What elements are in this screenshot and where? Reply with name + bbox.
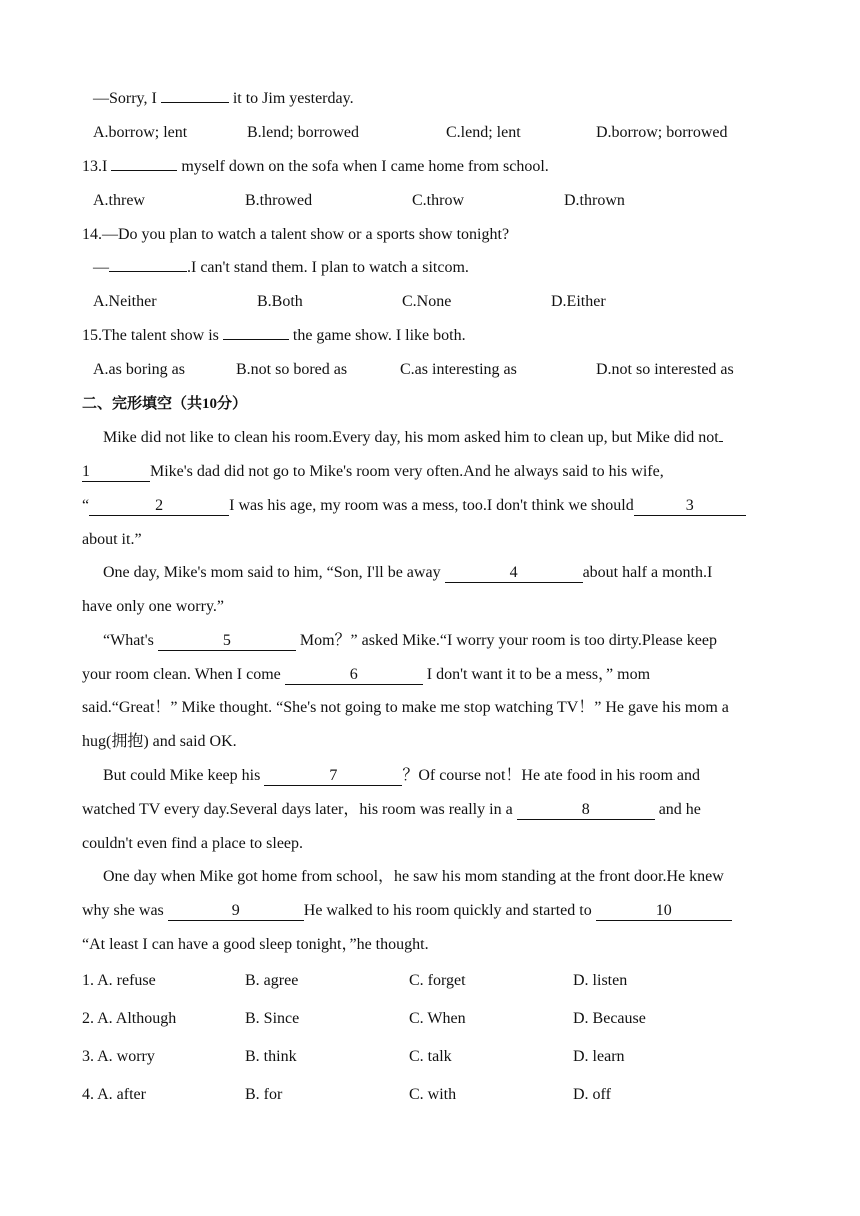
q13-blank[interactable] xyxy=(111,169,177,171)
blank-5[interactable]: 5 xyxy=(158,633,296,651)
q15-blank[interactable] xyxy=(223,338,289,340)
passage-line: have only one worry.” xyxy=(82,598,225,615)
option-3d[interactable]: D. learn xyxy=(573,1048,625,1065)
blank-7[interactable]: 7 xyxy=(264,768,402,786)
option-4b[interactable]: B. for xyxy=(245,1086,283,1103)
passage-line: your room clean. When I come 6 I don't want it to be a mess，” mom xyxy=(82,666,651,683)
q13-option-c[interactable]: C.throw xyxy=(412,192,464,209)
q15-question: 15.The talent show is the game show. I like both. xyxy=(82,327,466,344)
passage-line: said.“Great！” Mike thought. “She's not going to make me stop watching TV！” He gave his mom a xyxy=(82,699,729,716)
passage-line: 1 Mike's dad did not go to Mike's room very often.And he always said to his wife, xyxy=(82,463,664,480)
option-2c[interactable]: C. When xyxy=(409,1010,466,1027)
blank-2[interactable]: 2 xyxy=(89,498,229,516)
q12-option-b[interactable]: B.lend; borrowed xyxy=(247,124,359,141)
blank-10[interactable]: 10 xyxy=(596,903,732,921)
passage-line: couldn't even find a place to sleep. xyxy=(82,835,304,852)
q14-question: 14.—Do you plan to watch a talent show or a sports show tonight? xyxy=(82,226,510,243)
blank-3[interactable]: 3 xyxy=(634,498,746,516)
option-1a[interactable]: 1. A. refuse xyxy=(82,972,156,989)
q13-question: 13.I myself down on the sofa when I came home from school. xyxy=(82,158,549,175)
passage-line: “ 2 I was his age, my room was a mess, too.I don't think we should 3 xyxy=(82,498,746,516)
q12-option-c[interactable]: C.lend; lent xyxy=(446,124,521,141)
blank-1-lead xyxy=(719,440,723,442)
q12-answer-line: —Sorry, I it to Jim yesterday. xyxy=(93,90,354,107)
q14-answer-line: — .I can't stand them. I plan to watch a sitcom. xyxy=(93,259,469,276)
option-3b[interactable]: B. think xyxy=(245,1048,297,1065)
option-3a[interactable]: 3. A. worry xyxy=(82,1048,155,1065)
q15-option-c[interactable]: C.as interesting as xyxy=(400,361,517,378)
option-3c[interactable]: C. talk xyxy=(409,1048,452,1065)
q15-option-d[interactable]: D.not so interested as xyxy=(596,361,734,378)
q15-option-a[interactable]: A.as boring as xyxy=(93,361,185,378)
passage-line: Mike did not like to clean his room.Every day, his mom asked him to clean up, but Mike did not xyxy=(103,430,723,446)
blank-8[interactable]: 8 xyxy=(517,802,655,820)
option-4d[interactable]: D. off xyxy=(573,1086,611,1103)
blank-6[interactable]: 6 xyxy=(285,667,423,685)
q13-option-b[interactable]: B.throwed xyxy=(245,192,313,209)
option-2b[interactable]: B. Since xyxy=(245,1010,300,1027)
option-2a[interactable]: 2. A. Although xyxy=(82,1010,177,1027)
option-2d[interactable]: D. Because xyxy=(573,1010,646,1027)
blank-9[interactable]: 9 xyxy=(168,903,304,921)
q12-option-a[interactable]: A.borrow; lent xyxy=(93,124,188,141)
option-4c[interactable]: C. with xyxy=(409,1086,457,1103)
blank-4[interactable]: 4 xyxy=(445,565,583,583)
q13-option-a[interactable]: A.threw xyxy=(93,192,145,209)
passage-line: “At least I can have a good sleep tonight，”he thought. xyxy=(82,936,429,953)
passage-line: “What's 5 Mom？” asked Mike.“I worry your room is too dirty.Please keep xyxy=(103,632,717,649)
q14-blank[interactable] xyxy=(109,270,187,272)
blank-1[interactable]: 1 xyxy=(82,464,150,482)
option-1d[interactable]: D. listen xyxy=(573,972,628,989)
section-heading-cloze: 二、完形填空（共10分） xyxy=(82,394,248,412)
passage-line: One day when Mike got home from school，he saw his mom standing at the front door.He knew xyxy=(103,868,724,885)
q14-option-b[interactable]: B.Both xyxy=(257,293,303,310)
passage-line: But could Mike keep his 7 ？Of course not！He ate food in his room and xyxy=(103,767,701,784)
passage-line: One day, Mike's mom said to him, “Son, I'll be away 4 about half a month.I xyxy=(103,564,713,581)
q14-option-a[interactable]: A.Neither xyxy=(93,293,157,310)
option-1c[interactable]: C. forget xyxy=(409,972,466,989)
q12-blank[interactable] xyxy=(161,101,229,103)
passage-line: hug(拥抱) and said OK. xyxy=(82,733,237,750)
passage-line: about it.” xyxy=(82,531,142,548)
q15-option-b[interactable]: B.not so bored as xyxy=(236,361,348,378)
q12-option-d[interactable]: D.borrow; borrowed xyxy=(596,124,728,141)
q14-option-d[interactable]: D.Either xyxy=(551,293,606,310)
option-4a[interactable]: 4. A. after xyxy=(82,1086,146,1103)
q13-option-d[interactable]: D.thrown xyxy=(564,192,625,209)
option-1b[interactable]: B. agree xyxy=(245,972,299,989)
passage-line: why she was 9 He walked to his room quickly and started to 10 xyxy=(82,903,732,921)
passage-line: watched TV every day.Several days later，his room was really in a 8 and he xyxy=(82,801,701,818)
q14-option-c[interactable]: C.None xyxy=(402,293,452,310)
